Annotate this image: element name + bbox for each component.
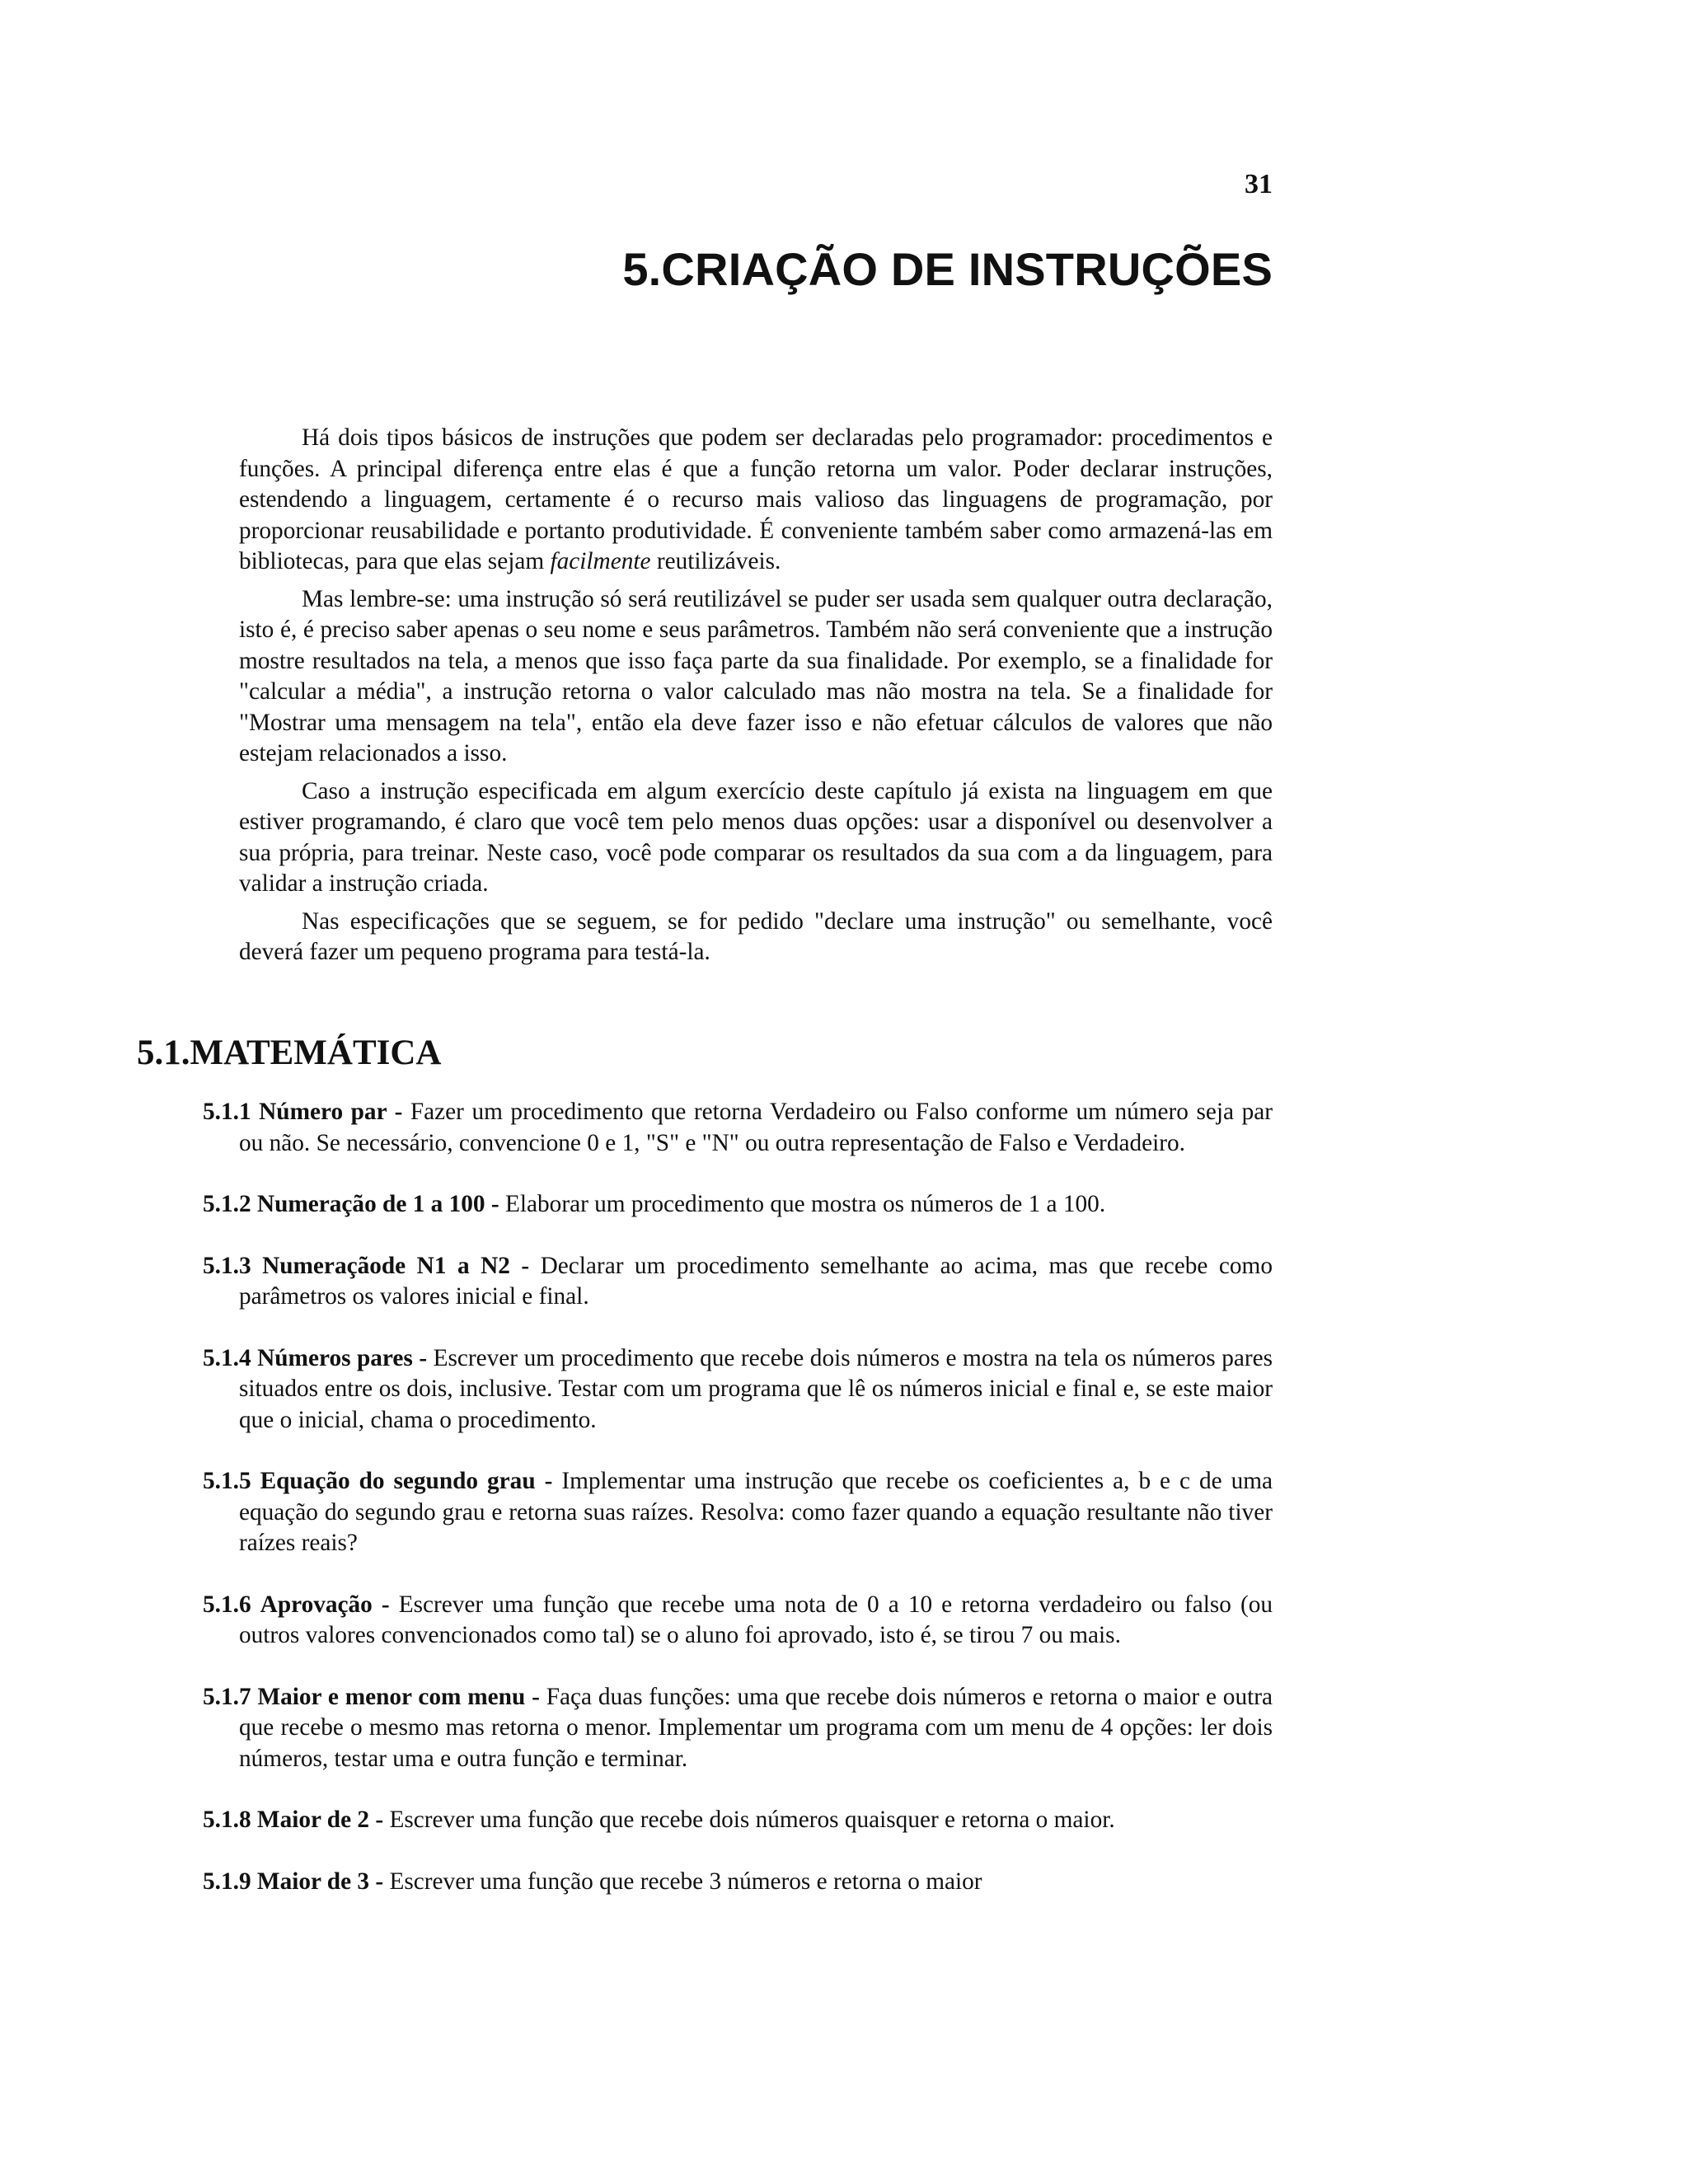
exercise-item [203,1590,1273,1652]
exercise-item [203,1343,1273,1436]
page-number: 31 [1245,169,1273,199]
exercise-title: Aprovação - [260,1591,390,1618]
intro-paragraph-1 [239,423,1273,578]
exercise-title: Numeraçãode N1 a N2 - [262,1252,530,1279]
exercise-item [203,1251,1273,1313]
exercise-item [203,1097,1273,1159]
intro-paragraph-1-end: reutilizáveis. [650,548,781,574]
exercise-number: 5.1.6 [203,1591,251,1618]
exercise-text: Elaborar um procedimento que mostra os números de 1 a 100. [504,1191,1106,1217]
exercise-item [203,1189,1273,1221]
intro-paragraph-1-text: Há dois tipos básicos de instruções que podem ser declaradas pelo programador: procedimentos e funções. A principal diferença entre elas é que a função retorna um valor. Poder declarar instruções, estendendo a linguagem, certamente é o recurso mais valioso das linguagens de programação, por proporcionar reusabilidade e portanto produtividade. É conveniente também saber como armazená-las em bibliotecas, para que elas sejam [239,424,1273,574]
exercise-text: Implementar uma instrução que recebe os coeficientes a, b e c de uma equação do segundo grau e retorna suas raízes. Resolva: como fazer quando a equação resultante não tiver raízes reais? [239,1468,1273,1556]
section-title: 5.1.MATEMÁTICA [137,1033,442,1072]
intro-text [239,423,1273,975]
exercise-number: 5.1.2 [203,1191,251,1217]
exercise-text: Faça duas funções: uma que recebe dois números e retorna o maior e outra que recebe o mesmo mas retorna o menor. Implementar um programa com um menu de 4 opções: ler dois números, testar uma e outra função e terminar. [239,1683,1273,1772]
exercise-title: Numeração de 1 a 100 - [256,1191,499,1217]
exercise-text: Escrever uma função que recebe dois números quaisquer e retorna o maior. [389,1807,1115,1833]
exercise-number: 5.1.5 [203,1468,251,1494]
exercise-number: 5.1.4 [203,1344,251,1371]
exercise-title: Maior e menor com menu - [257,1683,540,1710]
exercise-title: Equação do segundo grau - [260,1468,553,1494]
exercise-title: Números pares - [257,1344,428,1371]
exercise-text: Fazer um procedimento que retorna Verdadeiro ou Falso conforme um número seja par ou não. Se necessário, convencione 0 e 1, "S" e "N" ou outra representação de Falso e Verdadeiro. [239,1099,1273,1156]
exercise-title: Número par - [259,1099,403,1125]
intro-paragraph-3: Caso a instrução especificada em algum exercício deste capítulo já exista na linguagem em que estiver programando, é claro que você tem pelo menos duas opções: usar a disponível ou desenvolver a sua própria, para treinar. Neste caso, você pode comparar os resultados da sua com a da linguagem, para validar a instrução criada. [239,777,1273,897]
exercise-number: 5.1.9 [203,1868,251,1895]
exercise-item [203,1682,1273,1775]
exercise-number: 5.1.3 [203,1252,251,1279]
exercise-item [203,1867,1273,1898]
exercise-list [203,1097,1273,1928]
exercise-text: Declarar um procedimento semelhante ao acima, mas que recebe como parâmetros os valores inicial e final. [239,1252,1273,1310]
exercise-text: Escrever uma função que recebe uma nota de 0 a 10 e retorna verdadeiro ou falso (ou outros valores convencionados como tal) se o aluno foi aprovado, isto é, se tirou 7 ou mais. [239,1591,1273,1648]
intro-emphasis: facilmente [550,548,651,574]
exercise-text: Escrever uma função que recebe 3 números e retorna o maior [389,1868,982,1895]
exercise-title: Maior de 3 - [256,1868,384,1895]
chapter-title: 5.CRIAÇÃO DE INSTRUÇÕES [622,243,1273,295]
intro-paragraph-4: Nas especificações que se seguem, se for pedido "declare uma instrução" ou semelhante, você deverá fazer um pequeno programa para testá-la. [239,907,1273,965]
exercise-number: 5.1.7 [203,1683,251,1710]
exercise-item [203,1466,1273,1559]
exercise-number: 5.1.1 [203,1099,251,1125]
exercise-title: Maior de 2 - [256,1807,384,1833]
exercise-number: 5.1.8 [203,1807,251,1833]
exercise-item [203,1805,1273,1836]
intro-paragraph-2: Mas lembre-se: uma instrução só será reutilizável se puder ser usada sem qualquer outra declaração, isto é, é preciso saber apenas o seu nome e seus parâmetros. Também não será conveniente que a instrução mostre resultados na tela, a menos que isso faça parte da sua finalidade. Por exemplo, se a finalidade for "calcular a média", a instrução retorna o valor calculado mas não mostra na tela. Se a finalidade for "Mostrar uma mensagem na tela", então ela deve fazer isso e não efetuar cálculos de valores que não estejam relacionados a isso. [239,585,1273,766]
exercise-text: Escrever um procedimento que recebe dois números e mostra na tela os números pares situados entre os dois, inclusive. Testar com um programa que lê os números inicial e final e, se este maior que o inicial, chama o procedimento. [239,1344,1273,1433]
